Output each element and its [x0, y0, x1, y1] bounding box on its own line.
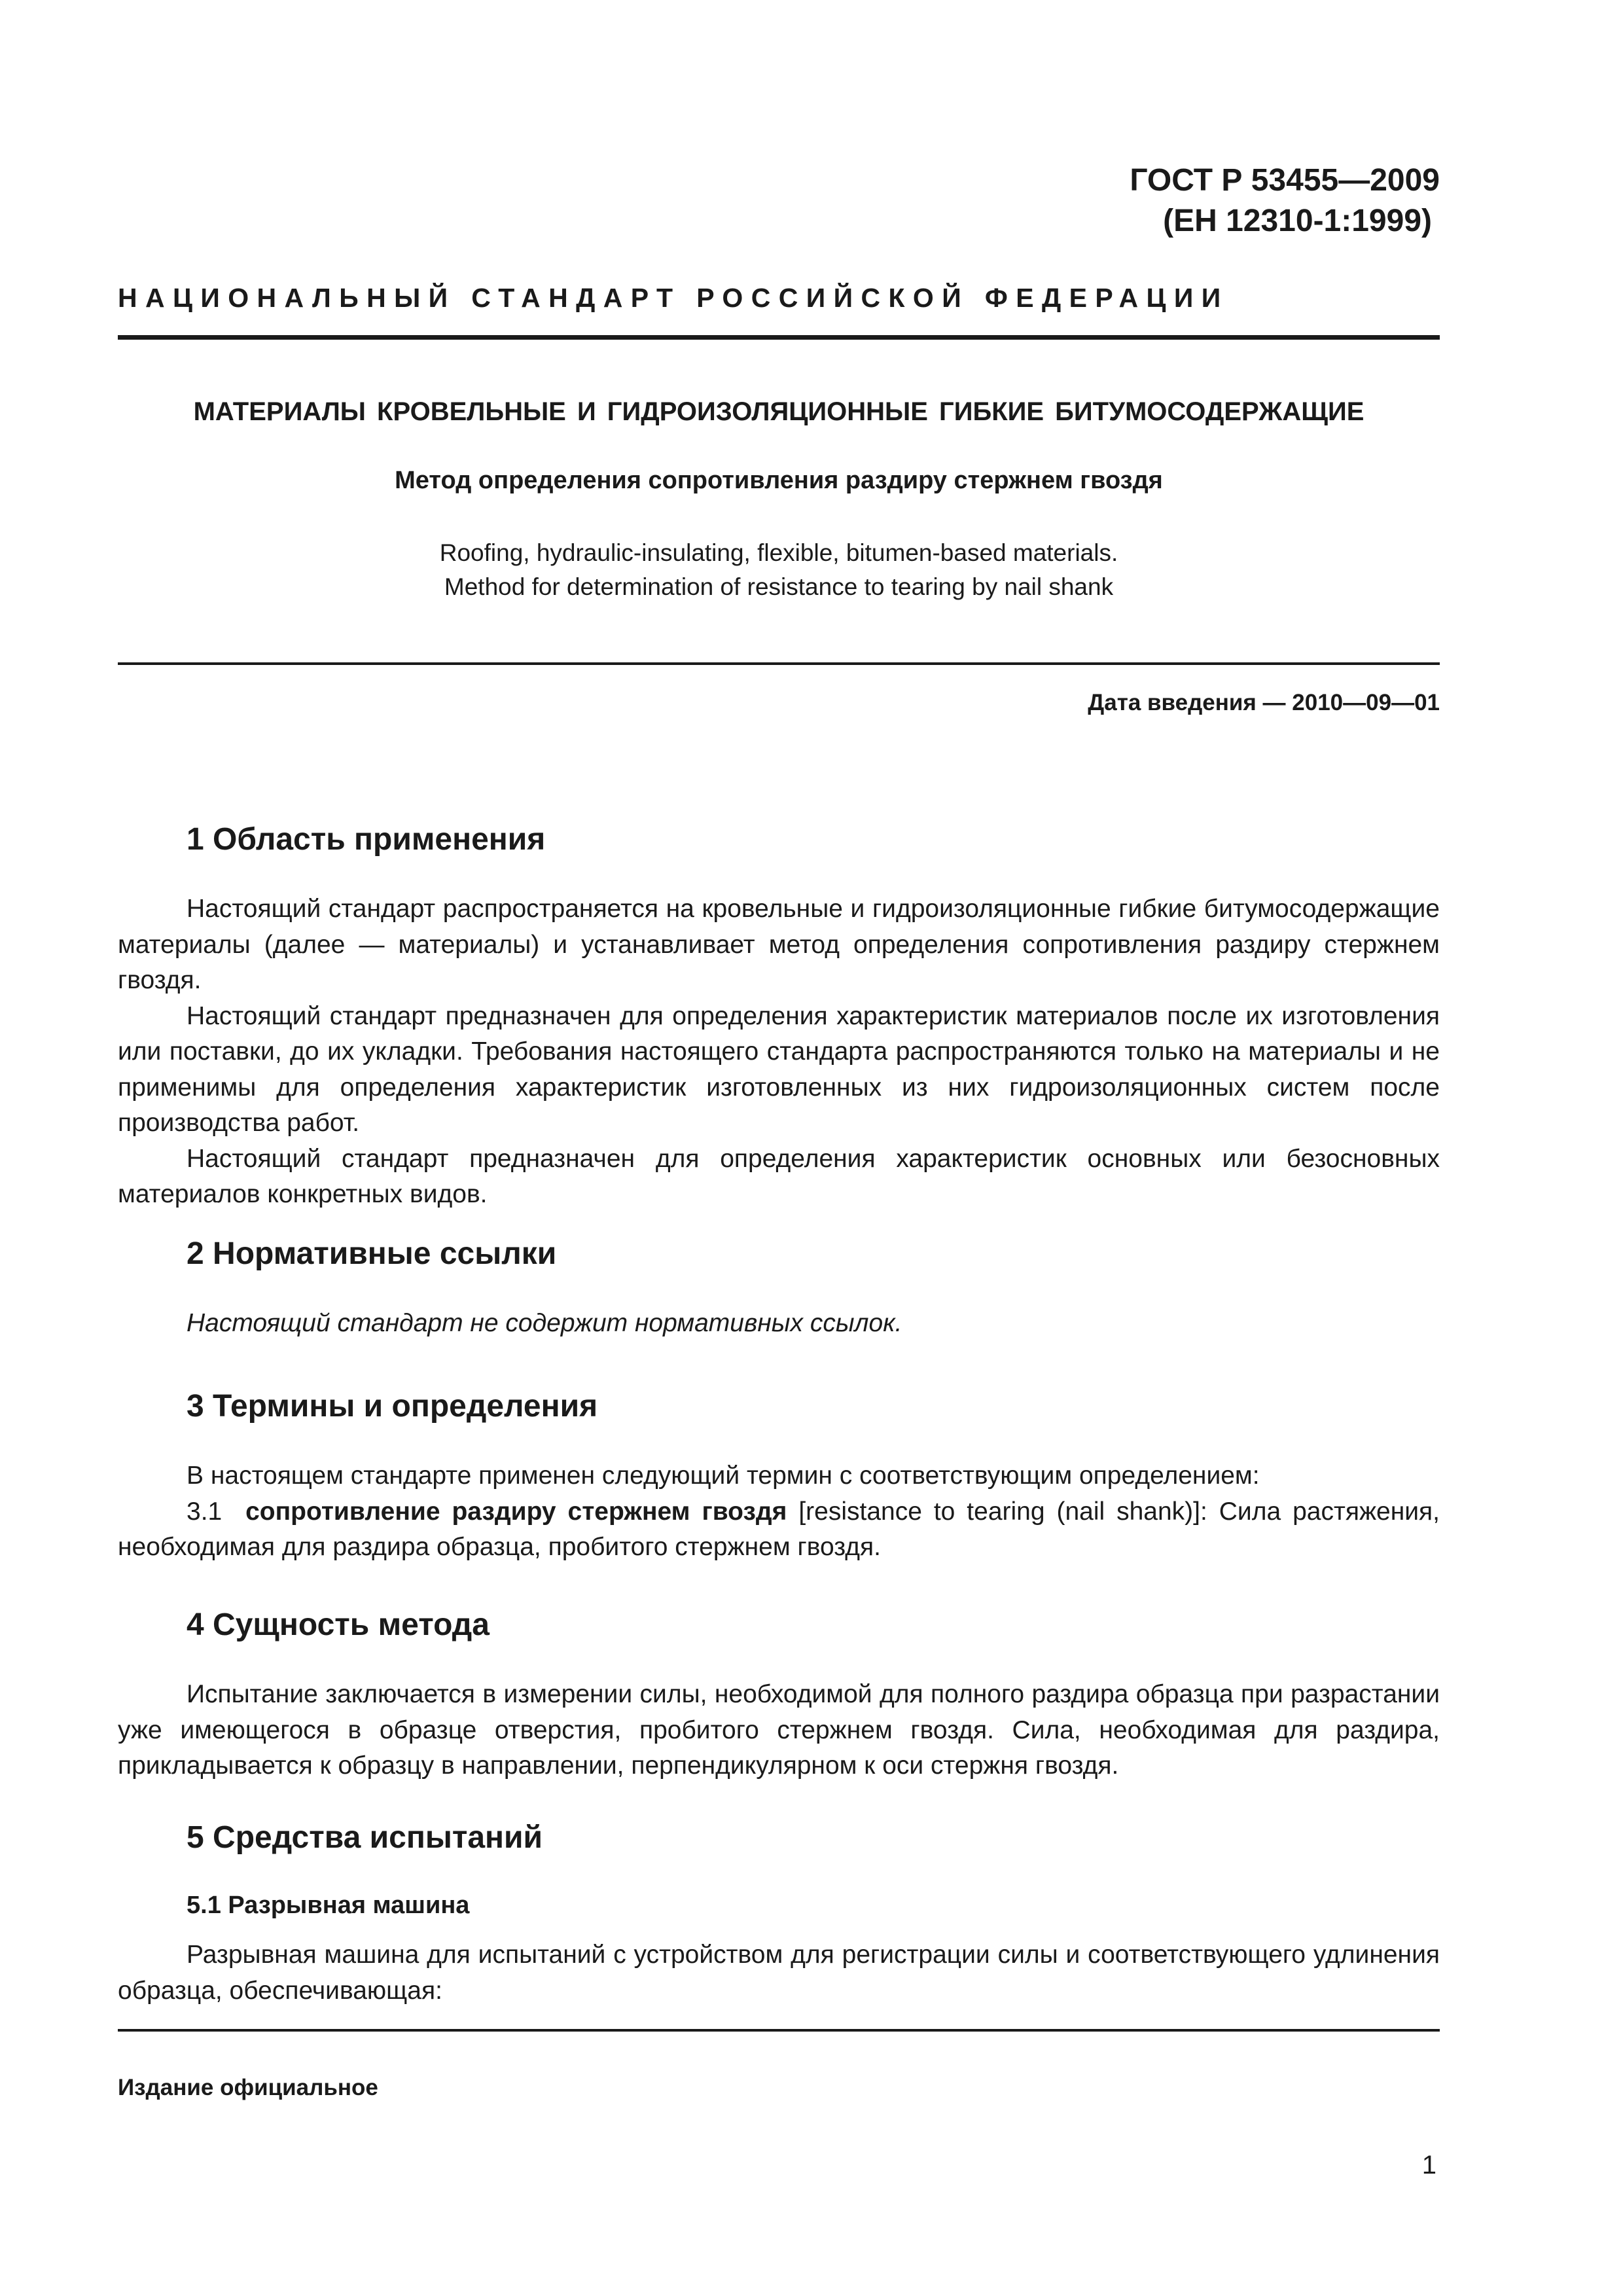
paragraph: Испытание заключается в измерении силы, необходимой для полного раздира образца при разрастании уже имеющегося в образце отверстия, пробитого стержнем гвоздя. Сила, необходимая для раздира, прикладывается к образцу в направлении, перпендикулярном к оси стержня гвоздя.: [118, 1680, 1440, 1780]
section-body-3: [118, 1458, 1440, 1566]
paragraph: Настоящий стандарт предназначен для определения характеристик основных или безосновных материалов конкретных видов.: [118, 1144, 1440, 1208]
paragraph: В настоящем стандарте применен следующий термин с соответствующим определением:: [187, 1462, 1260, 1490]
term-name: сопротивление раздиру стержнем гвоздя: [245, 1497, 787, 1526]
section-heading-4: 4 Сущность метода: [187, 1607, 490, 1642]
official-edition-label: Издание официальное: [118, 2075, 378, 2100]
paragraph: Настоящий стандарт распространяется на кровельные и гидроизоляционные гибкие битумосодержащие материалы (далее — материалы) и устанавливает метод определения сопротивления раздиру стержнем гвоздя.: [118, 895, 1440, 994]
section-heading-1: 1 Область применения: [187, 822, 546, 857]
section-body-4: [118, 1677, 1440, 1784]
section-heading-5: 5 Средства испытаний: [187, 1820, 543, 1855]
title-en-line-1: Roofing, hydraulic-insulating, flexible, bitumen-based materials.: [439, 539, 1118, 566]
subsection-heading-5-1: 5.1 Разрывная машина: [187, 1892, 470, 1919]
document-subtitle: Метод определения сопротивления раздиру стержнем гвоздя: [395, 467, 1163, 494]
standard-code: ГОСТ Р 53455—2009: [1130, 163, 1440, 198]
document-title-en: [118, 536, 1440, 604]
header-rule: [118, 335, 1440, 340]
paragraph: Настоящий стандарт не содержит нормативных ссылок.: [187, 1309, 902, 1337]
paragraph: Настоящий стандарт предназначен для определения характеристик материалов после их изготовления или поставки, до их укладки. Требования настоящего стандарта распространяются только на материалы и не применимы для определения характеристик изготовленных из них гидроизоляционных систем после производства работ.: [118, 1001, 1440, 1137]
title-rule: [118, 662, 1440, 665]
standard-code-en: (ЕН 12310-1:1999): [1163, 204, 1432, 238]
section-body-1: [118, 891, 1440, 1213]
term-definition: [118, 1494, 1440, 1566]
term-definition-text: [resistance to tearing (nail shank)]: Сила растяжения, необходимая для раздира образца, пробитого стержнем гвоздя.: [118, 1497, 1440, 1561]
section-heading-3: 3 Термины и определения: [187, 1389, 598, 1424]
title-en-line-2: Method for determination of resistance to tearing by nail shank: [444, 573, 1114, 600]
standard-code-block: [1130, 160, 1440, 242]
paragraph: Разрывная машина для испытаний с устройством для регистрации силы и соответствующего удлинения образца, обеспечивающая:: [118, 1941, 1440, 2005]
page-number: 1: [1421, 2151, 1436, 2179]
footer-rule: [118, 2029, 1440, 2032]
national-standard-label: НАЦИОНАЛЬНЫЙ СТАНДАРТ РОССИЙСКОЙ ФЕДЕРАЦИИ: [118, 283, 1229, 313]
section-body-2: [118, 1306, 1440, 1342]
section-body-5: [118, 1937, 1440, 2009]
introduction-date: Дата введения — 2010—09—01: [1088, 690, 1440, 715]
document-title: МАТЕРИАЛЫ КРОВЕЛЬНЫЕ И ГИДРОИЗОЛЯЦИОННЫЕ ГИБКИЕ БИТУМОСОДЕРЖАЩИЕ: [193, 397, 1364, 426]
term-number: 3.1: [187, 1497, 223, 1526]
section-heading-2: 2 Нормативные ссылки: [187, 1236, 557, 1271]
